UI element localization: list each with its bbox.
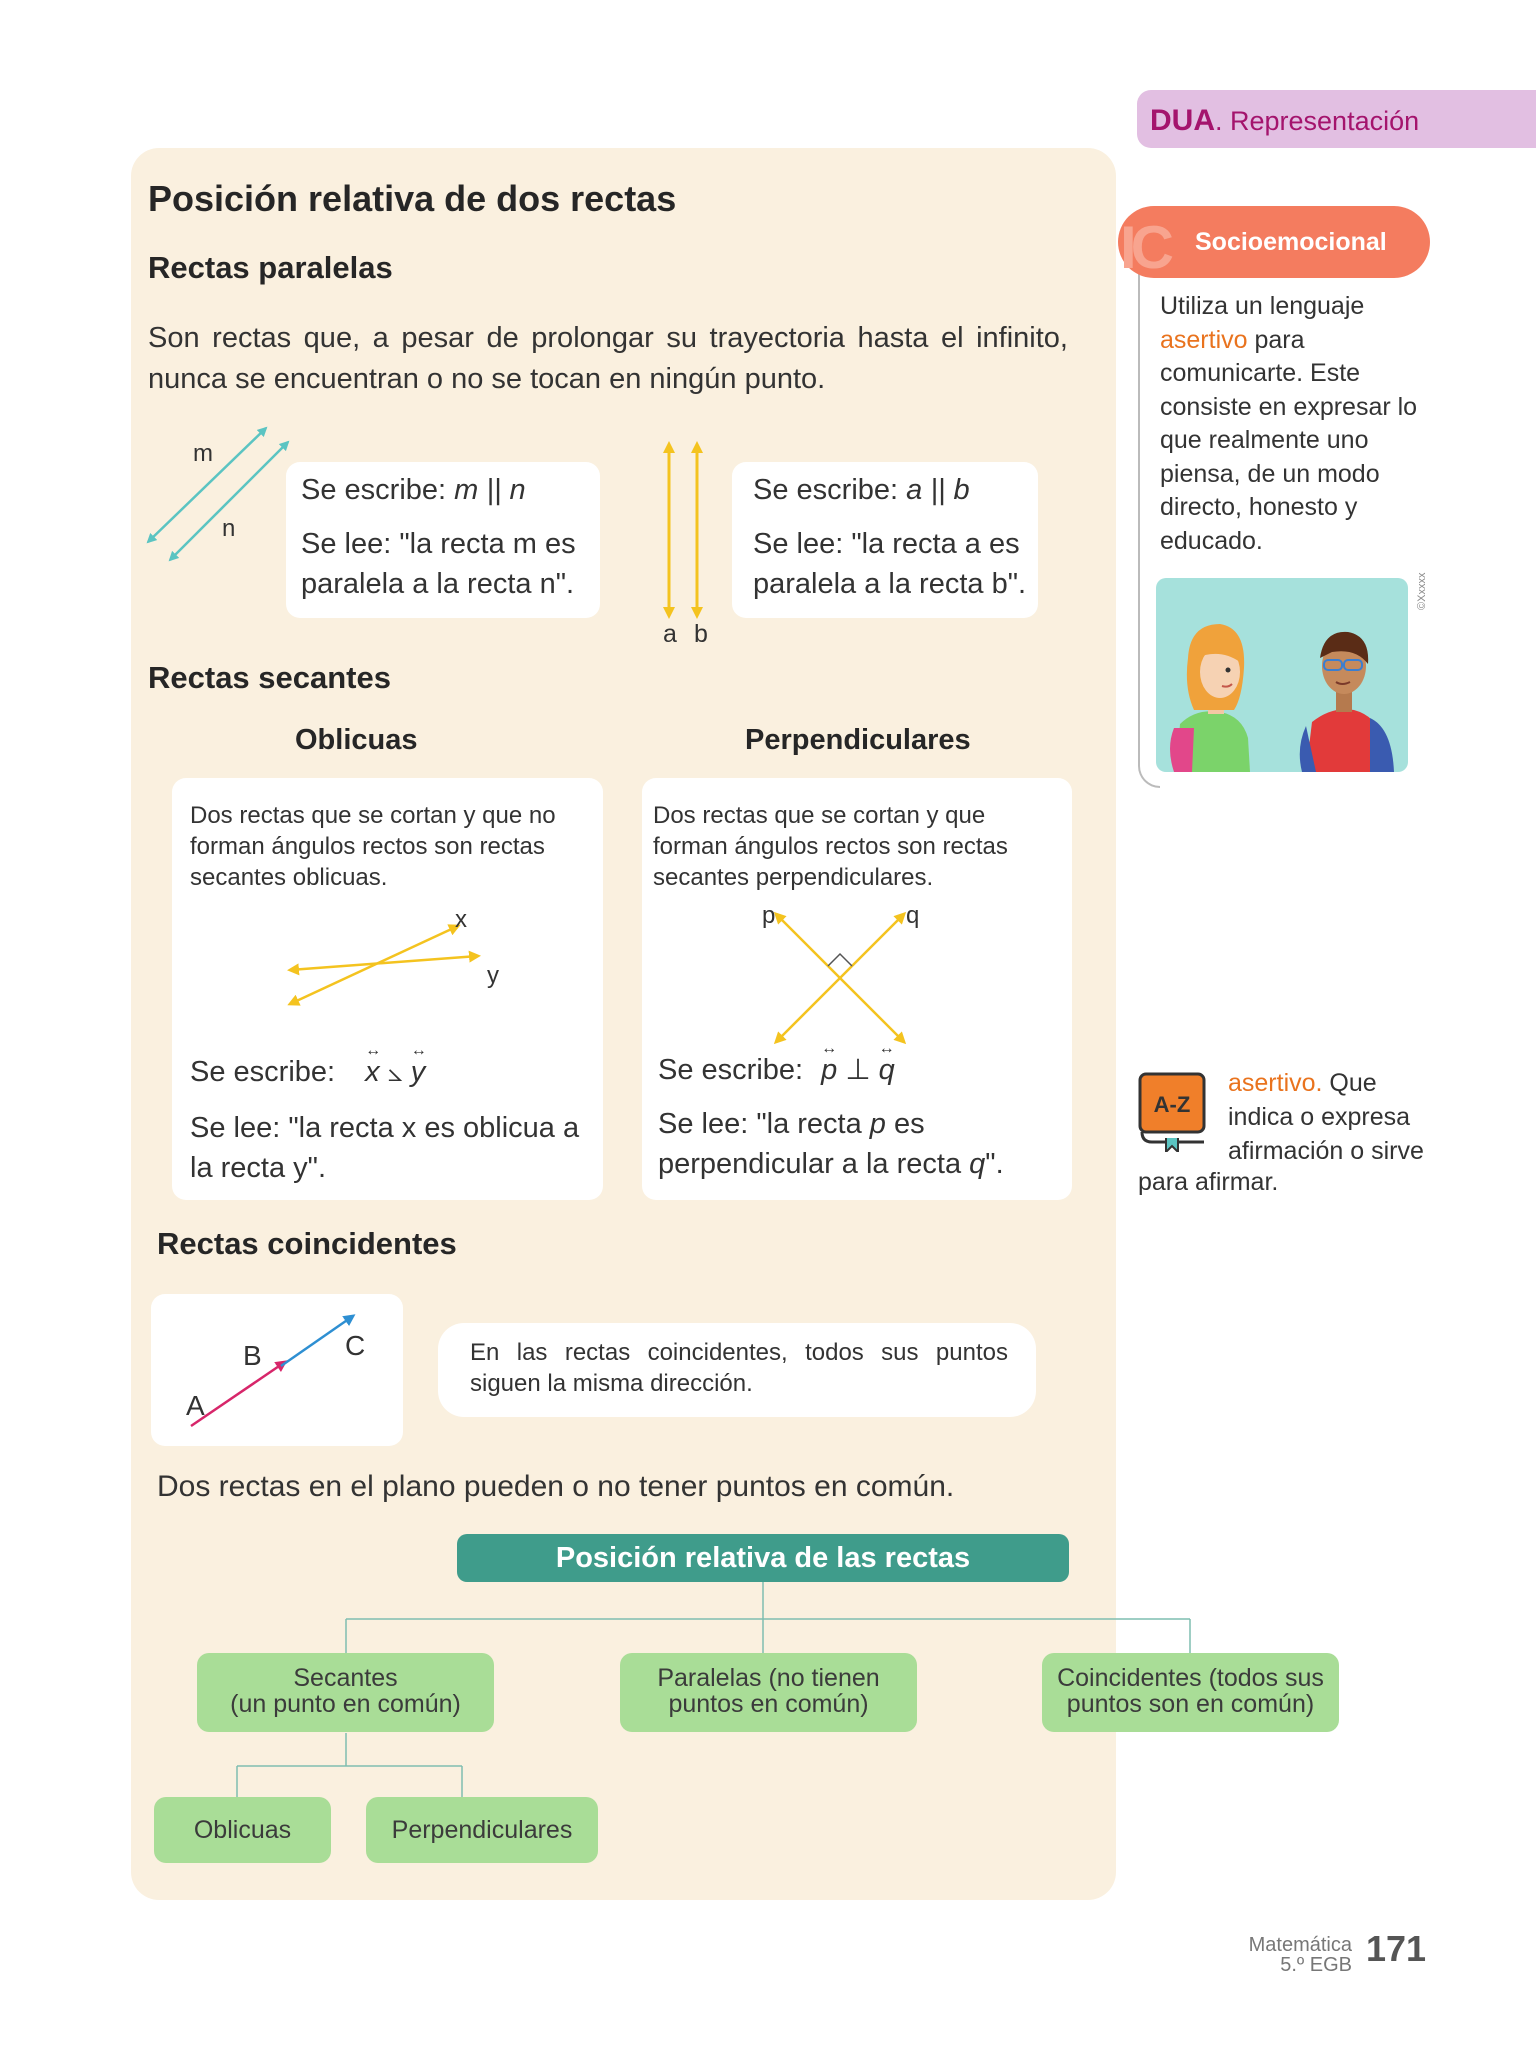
label-m: m [193,440,213,467]
oblicuas-card [172,778,603,1200]
oblique-lines-diagram [282,918,482,1018]
concept-node-secantes: Secantes (un punto en común) [197,1653,494,1732]
oblicuas-notation: Se escribe: ↔ x ⦣ ↔ y [190,1042,427,1088]
subheading-oblicuas: Oblicuas [295,724,418,756]
label-x: x [455,906,467,933]
parallel-ab-notation: Se escribe: a || b [753,474,970,506]
parallel-mn-reading: Se lee: "la recta m es paralela a la recta n". [301,528,576,600]
socio-text: Utiliza un lenguaje asertivo para comunicarte. Este consiste en expresar lo que realmente uno piensa, de un modo directo, honesto y educado. [1160,292,1418,555]
parallel-mn-notation: Se escribe: m || n [301,474,526,506]
socio-label: Socioemocional [1195,228,1387,256]
label-n: n [222,515,236,542]
dua-label: DUA. Representación [1150,104,1420,137]
concept-node-perpendiculares: Perpendiculares [366,1797,598,1863]
label-a: a [663,620,677,648]
parallel-mn-card [286,462,600,618]
label-y: y [487,962,499,989]
perpendiculares-description: Dos rectas que se cortan y que forman ángulos rectos son rectas secantes perpendiculares. [653,802,1008,891]
summary-sentence: Dos rectas en el plano pueden o no tener puntos en común. [157,1470,955,1503]
image-credit: ©Xxxxx [1416,572,1428,610]
concept-map-root: Posición relativa de las rectas [457,1534,1069,1582]
subheading-perpendiculares: Perpendiculares [745,724,971,756]
glossary-entry-continuation: para afirmar. [1138,1168,1279,1196]
concept-node-oblicuas: Oblicuas [154,1797,331,1863]
perpendicular-lines-diagram [770,908,910,1048]
line-x [290,926,458,1004]
section-heading-coincidentes: Rectas coincidentes [157,1226,457,1261]
line-y [290,956,478,970]
glossary-entry: asertivo. Que indica o expresa afirmación o sirve [1228,1069,1424,1165]
right-angle-mark [828,954,852,966]
coincidentes-description: En las rectas coincidentes, todos sus puntos siguen la misma dirección. [470,1339,1008,1397]
glossary-badge-text: A-Z [1153,1092,1191,1117]
label-point-c: C [345,1330,366,1361]
oblicuas-description: Dos rectas que se cortan y que no forman ángulos rectos son rectas secantes oblicuas. [190,802,556,891]
coincident-lines-card [151,1294,403,1446]
children-illustration [1156,578,1408,772]
section-heading-secantes: Rectas secantes [148,660,391,695]
concept-node-coincidentes: Coincidentes (todos sus puntos son en común) [1042,1653,1339,1732]
segment-bc [281,1316,353,1366]
label-q: q [906,902,920,929]
paralelas-description: Son rectas que, a pesar de prolongar su trayectoria hasta el infinito, nunca se encuentran o no se tocan en ningún punto. [148,322,1068,395]
coincident-lines-diagram [187,1310,387,1430]
page-number: 171 [1366,1928,1427,1969]
label-point-b: B [243,1340,262,1371]
footer-subject: Matemática 5.º EGB [1248,1934,1352,1976]
parallel-ab-card [732,462,1038,618]
oblicuas-reading: Se lee: "la recta x es oblicua a la recta y". [190,1112,580,1184]
page-title: Posición relativa de dos rectas [148,178,677,219]
parallel-ab-reading: Se lee: "la recta a es paralela a la recta b". [753,528,1027,600]
label-point-a: A [186,1390,205,1421]
children-illustration-art [1156,578,1408,772]
concept-node-paralelas: Paralelas (no tienen puntos en común) [620,1653,917,1732]
coincidentes-desc-card [438,1323,1036,1417]
perpendiculares-reading: Se lee: "la recta p es perpendicular a la recta q". [658,1108,1004,1180]
perpendiculares-card [642,778,1072,1200]
section-heading-paralelas: Rectas paralelas [148,250,393,285]
glossary-book-icon [1138,1072,1208,1152]
label-p: p [762,902,776,929]
parallel-lines-ab-diagram [655,440,715,620]
segment-ab [191,1362,285,1426]
label-b: b [694,620,708,648]
parallel-lines-mn-diagram [140,420,300,570]
socio-logo-icon: IC [1120,214,1168,281]
perpendiculares-notation: Se escribe: ↔ p ⊥ ↔ q [658,1040,895,1086]
